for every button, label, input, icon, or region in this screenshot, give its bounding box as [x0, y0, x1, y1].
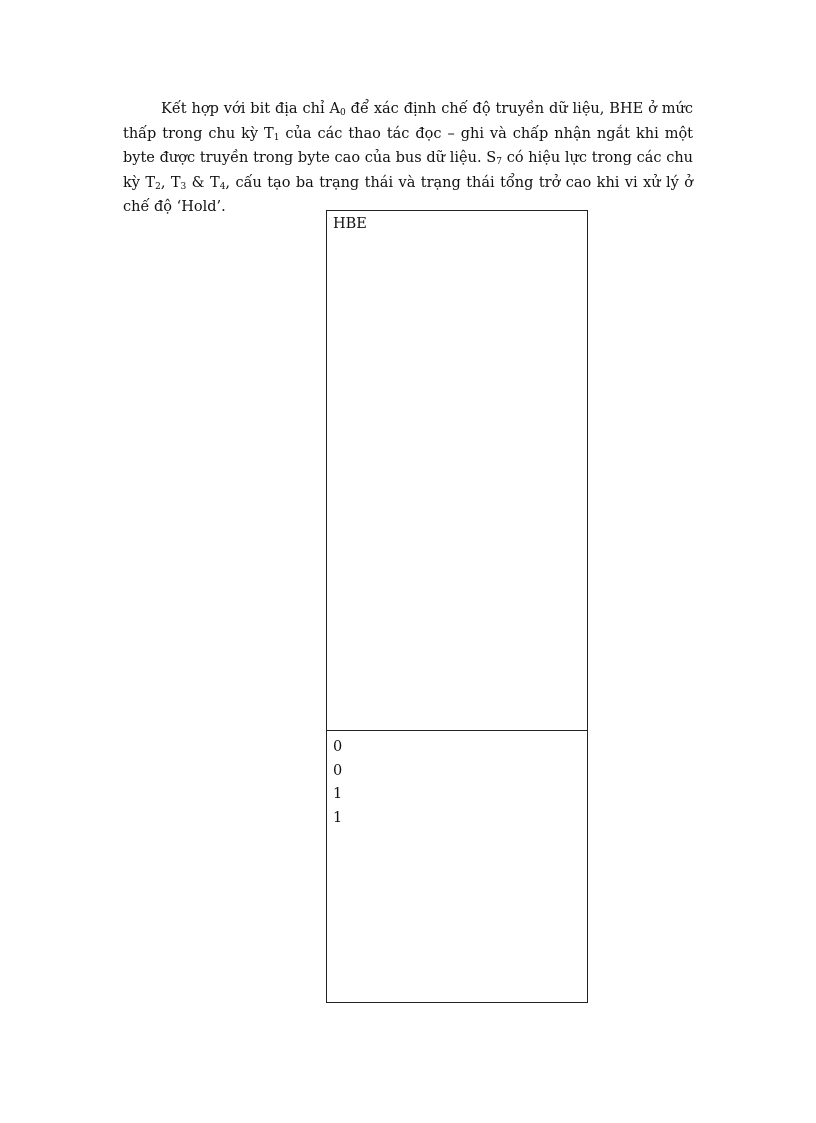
table-value: 0: [333, 739, 343, 755]
subscript: 2: [155, 181, 161, 192]
table-header-cell: [327, 211, 587, 731]
paragraph-text: có hiệu lực trong các chu kỳ T: [123, 150, 693, 191]
paragraph-text: để xác định chế độ truyền dữ liệu, BHE ở mức thấp trong chu kỳ T: [123, 101, 693, 142]
subscript: 3: [180, 181, 187, 192]
table-value: 1: [333, 809, 343, 826]
table-values-cell: [327, 731, 587, 1002]
paragraph-text: của các thao tác đọc – ghi và chấp nhận ngắt khi một byte được truyền trong byte cao của bus dữ liệu. S: [123, 125, 694, 166]
body-paragraph: [123, 97, 693, 220]
signal-table: [326, 210, 588, 1003]
table-value: 1: [333, 786, 343, 802]
subscript: 4: [219, 181, 226, 192]
paragraph-text: , cấu tạo ba trạng thái và trạng thái tổng trở cao khi vi xử lý ở chế độ ‘Hold’.: [123, 174, 694, 215]
paragraph-text: , T: [160, 174, 181, 191]
table-header-label: HBE: [333, 216, 367, 232]
paragraph-text: & T: [186, 174, 220, 191]
subscript: 7: [496, 157, 502, 167]
subscript: 1: [273, 132, 280, 143]
subscript: 0: [340, 108, 346, 118]
paragraph-text: Kết hợp với bit địa chỉ A: [161, 101, 340, 117]
table-value: 0: [333, 762, 343, 779]
